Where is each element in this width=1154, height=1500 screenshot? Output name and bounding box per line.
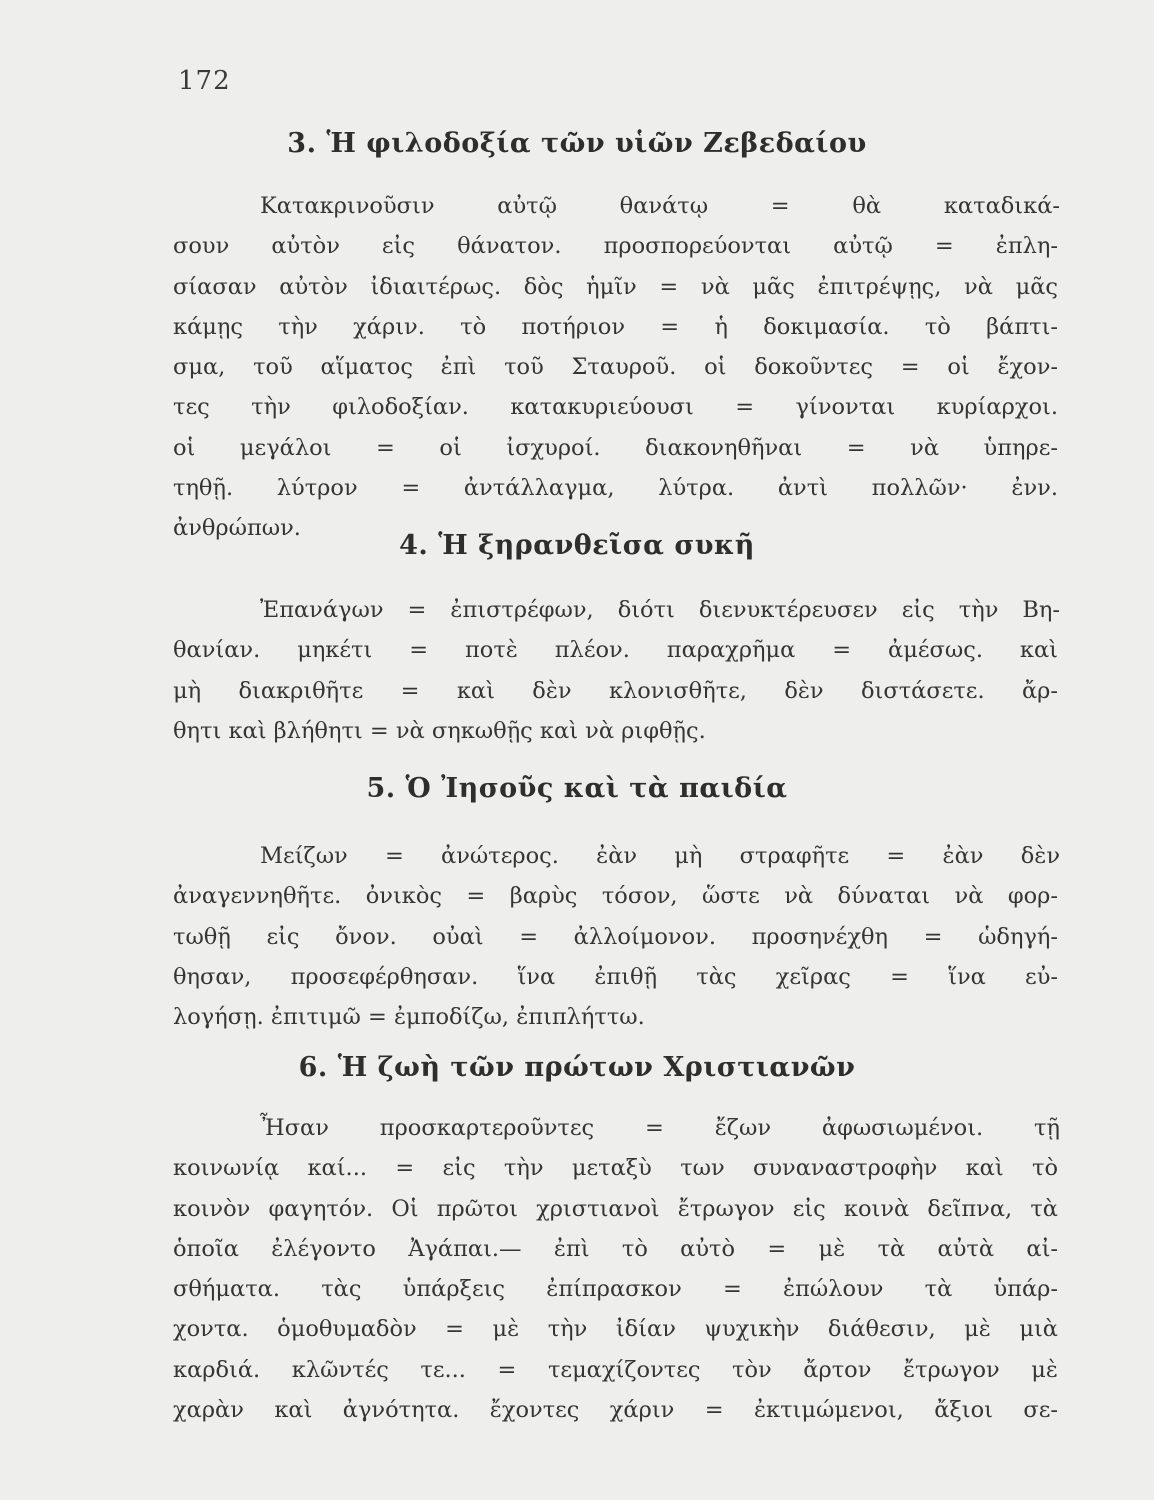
text-line: Ἦσαν προσκαρτεροῦντες = ἔζων ἀφωσιωμένοι. τῇ xyxy=(260,1115,1060,1141)
section-paragraph-3 xyxy=(173,186,1060,549)
text-line: καρδιά. κλῶντές τε... = τεμαχίζοντες τὸν ἄρτον ἔτρωγον μὲ xyxy=(173,1356,1058,1383)
text-line: τωθῇ εἰς ὄνον. οὐαὶ = ἀλλοίμονον. προσηνέχθη = ὡδηγή- xyxy=(173,923,1058,950)
text-line: Μείζων = ἀνώτερος. ἐὰν μὴ στραφῆτε = ἐὰν δὲν xyxy=(260,843,1060,869)
text-line: οἱ μεγάλοι = οἱ ἰσχυροί. διακονηθῆναι = νὰ ὑπηρε- xyxy=(173,434,1058,461)
text-line: ἀναγεννηθῆτε. ὀνικὸς = βαρὺς τόσον, ὥστε νὰ δύναται νὰ φορ- xyxy=(173,883,1058,910)
section-title-4: 4. Ἡ ξηρανθεῖσα συκῆ xyxy=(399,530,755,561)
text-line: σουν αὐτὸν εἰς θάνατον. προσπορεύονται αὐτῷ = ἐπλη- xyxy=(173,233,1058,260)
text-line: σμα, τοῦ αἵματος ἐπὶ τοῦ Σταυροῦ. οἱ δοκοῦντες = οἱ ἔχον- xyxy=(173,354,1058,381)
page-number: 172 xyxy=(178,66,231,96)
text-line: σίασαν αὐτὸν ἰδιαιτέρως. δὸς ἡμῖν = νὰ μᾶς ἐπιτρέψῃς, νὰ μᾶς xyxy=(173,273,1058,300)
text-line: θητι καὶ βλήθητι = νὰ σηκωθῇς καὶ νὰ ριφθῇς. xyxy=(173,717,706,744)
text-line: κοινωνίᾳ καί... = εἰς τὴν μεταξὺ των συναναστροφὴν καὶ τὸ xyxy=(173,1155,1058,1182)
text-line: σθήματα. τὰς ὑπάρξεις ἐπίπρασκον = ἐπώλουν τὰ ὑπάρ- xyxy=(173,1276,1058,1303)
section-title-5: 5. Ὁ Ἰησοῦς καὶ τὰ παιδία xyxy=(366,773,788,804)
text-line: Κατακρινοῦσιν αὐτῷ θανάτῳ = θὰ καταδικά- xyxy=(260,193,1060,219)
text-line: μὴ διακριθῆτε = καὶ δὲν κλονισθῆτε, δὲν διστάσετε. ἄρ- xyxy=(173,677,1058,704)
section-paragraph-5 xyxy=(173,836,1060,1037)
text-line: λογήσῃ. ἐπιτιμῶ = ἐμποδίζω, ἐπιπλήττω. xyxy=(173,1004,645,1031)
section-title-6: 6. Ἡ ζωὴ τῶν πρώτων Χριστιανῶν xyxy=(298,1052,856,1083)
text-line: κάμῃς τὴν χάριν. τὸ ποτήριον = ἡ δοκιμασία. τὸ βάπτι- xyxy=(173,313,1058,340)
text-line: τες τὴν φιλοδοξίαν. κατακυριεύουσι = γίνονται κυρίαρχοι. xyxy=(173,394,1058,421)
text-line: θησαν, προσεφέρθησαν. ἵνα ἐπιθῇ τὰς χεῖρας = ἵνα εὐ- xyxy=(173,963,1058,990)
section-title-3: 3. Ἡ φιλοδοξία τῶν υἱῶν Ζεβεδαίου xyxy=(287,128,867,159)
text-line: Ἐπανάγων = ἐπιστρέφων, διότι διενυκτέρευσεν εἰς τὴν Βη- xyxy=(260,597,1060,623)
text-line: χαρὰν καὶ ἀγνότητα. ἔχοντες χάριν = ἐκτιμώμενοι, ἄξιοι σε- xyxy=(173,1397,1058,1424)
section-paragraph-4 xyxy=(173,590,1060,751)
text-line: κοινὸν φαγητόν. Οἱ πρῶτοι χριστιανοὶ ἔτρωγον εἰς κοινὰ δεῖπνα, τὰ xyxy=(173,1195,1058,1222)
text-line: ἀνθρώπων. xyxy=(173,515,301,542)
text-line: τηθῇ. λύτρον = ἀντάλλαγμα, λύτρα. ἀντὶ πολλῶν· ἐνν. xyxy=(173,475,1058,502)
text-line: χοντα. ὁμοθυμαδὸν = μὲ τὴν ἰδίαν ψυχικὴν διάθεσιν, μὲ μιὰ xyxy=(173,1316,1058,1343)
text-line: θανίαν. μηκέτι = ποτὲ πλέον. παραχρῆμα = ἀμέσως. καὶ xyxy=(173,637,1058,664)
section-paragraph-6 xyxy=(173,1108,1060,1430)
text-line: ὁποῖα ἐλέγοντο Ἀγάπαι.— ἐπὶ τὸ αὐτὸ = μὲ τὰ αὐτὰ αἰ- xyxy=(173,1235,1058,1262)
